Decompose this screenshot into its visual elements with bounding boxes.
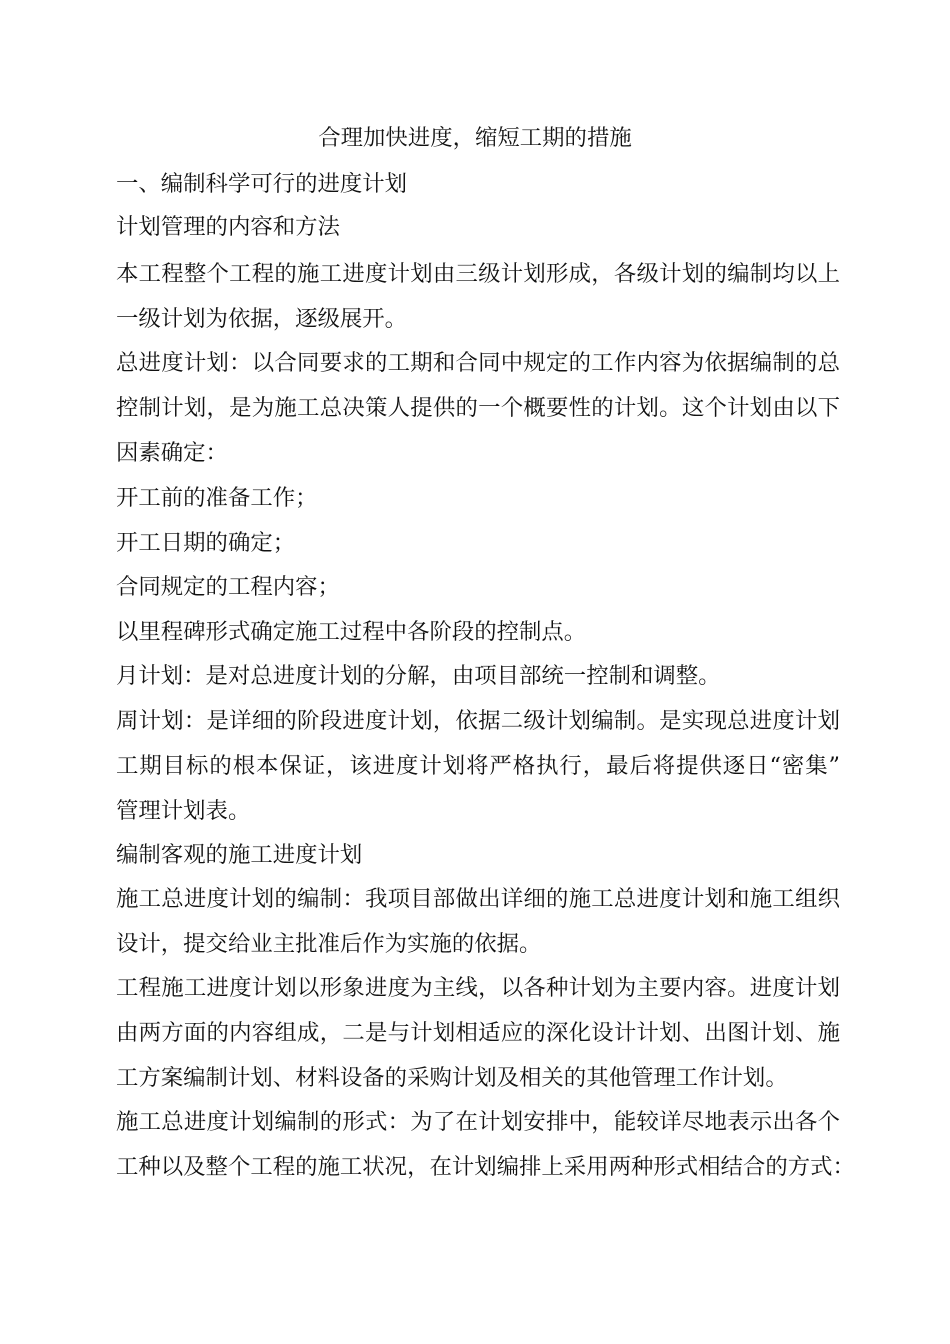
paragraph-line: 总进度计划：以合同要求的工期和合同中规定的工作内容为依据编制的总 bbox=[116, 350, 840, 376]
paragraph-line: 一级计划为依据，逐级展开。 bbox=[116, 306, 408, 332]
paragraph-line: 管理计划表。 bbox=[116, 798, 251, 824]
document-title: 合理加快进度，缩短工期的措施 bbox=[318, 125, 632, 151]
list-item: 以里程碑形式确定施工过程中各阶段的控制点。 bbox=[116, 619, 587, 645]
paragraph-line: 施工总进度计划编制的形式：为了在计划安排中，能较详尽地表示出各个 bbox=[116, 1109, 840, 1135]
paragraph-line: 施工总进度计划的编制：我项目部做出详细的施工总进度计划和施工组织 bbox=[116, 886, 840, 912]
subsection-heading: 编制客观的施工进度计划 bbox=[116, 842, 363, 868]
list-item: 合同规定的工程内容； bbox=[116, 574, 340, 600]
paragraph-line: 工程施工进度计划以形象进度为主线，以各种计划为主要内容。进度计划 bbox=[116, 975, 840, 1001]
paragraph-line: 月计划：是对总进度计划的分解，由项目部统一控制和调整。 bbox=[116, 663, 721, 689]
paragraph-line: 工种以及整个工程的施工状况，在计划编排上采用两种形式相结合的方式： bbox=[116, 1154, 855, 1180]
paragraph-line: 本工程整个工程的施工进度计划由三级计划形成，各级计划的编制均以上 bbox=[116, 261, 840, 287]
section-heading: 一、编制科学可行的进度计划 bbox=[116, 171, 408, 197]
list-item: 开工日期的确定； bbox=[116, 530, 296, 556]
paragraph-line: 控制计划，是为施工总决策人提供的一个概要性的计划。这个计划由以下 bbox=[116, 395, 840, 421]
subsection-heading: 计划管理的内容和方法 bbox=[116, 214, 340, 240]
paragraph-line: 因素确定： bbox=[116, 440, 228, 466]
paragraph-line: 设计，提交给业主批准后作为实施的依据。 bbox=[116, 931, 542, 957]
paragraph-line: 由两方面的内容组成，二是与计划相适应的深化设计计划、出图计划、施 bbox=[116, 1020, 840, 1046]
paragraph-line: 工期目标的根本保证，该进度计划将严格执行，最后将提供逐日“密集” bbox=[116, 753, 840, 779]
list-item: 开工前的准备工作； bbox=[116, 485, 318, 511]
paragraph-line: 周计划：是详细的阶段进度计划，依据二级计划编制。是实现总进度计划 bbox=[116, 708, 840, 734]
paragraph-line: 工方案编制计划、材料设备的采购计划及相关的其他管理工作计划。 bbox=[116, 1065, 788, 1091]
